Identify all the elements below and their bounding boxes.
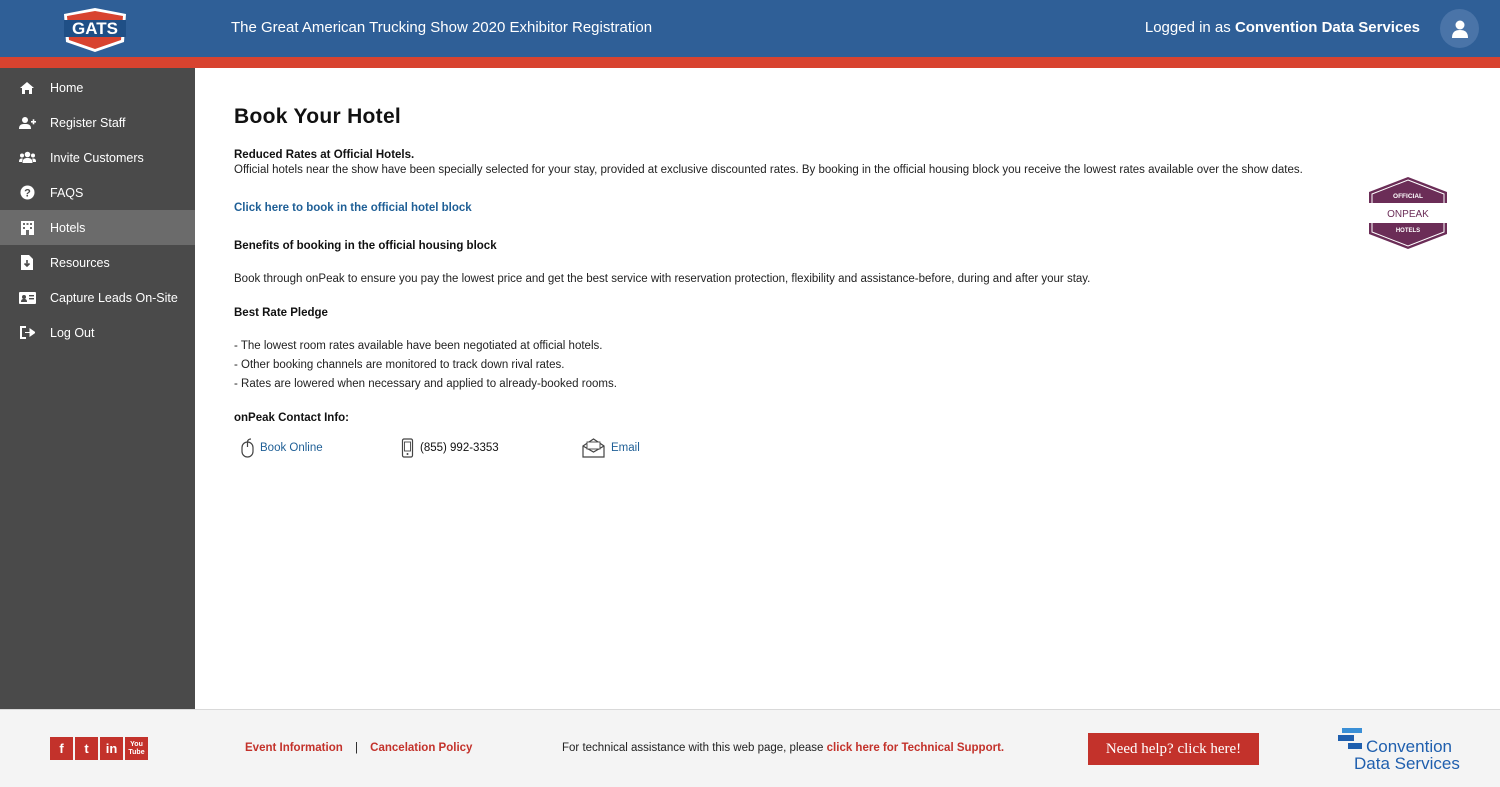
facebook-icon[interactable]: f [50,737,73,760]
page-title: Book Your Hotel [234,105,402,128]
sidebar-item-register-staff[interactable] [0,105,195,140]
sidebar-item-label: FAQS [50,185,84,200]
linkedin-icon[interactable]: in [100,737,123,760]
sidebar-item-hotels[interactable] [0,210,195,245]
accent-bar [0,57,1500,68]
add-user-icon [19,116,36,130]
sidebar-item-label: Log Out [50,325,95,340]
sidebar-item-log-out[interactable] [0,315,195,350]
need-help-button[interactable]: Need help? click here! [1088,733,1259,765]
sidebar [0,68,195,709]
badge-line2: ONPEAK [1387,209,1429,220]
pledge-item: - Other booking channels are monitored to track down rival rates. [234,359,565,371]
cds-line2: Data Services [1354,754,1460,773]
convention-data-services-logo[interactable] [1338,728,1468,772]
badge-line3: HOTELS [1395,228,1421,234]
building-icon [21,221,34,235]
cds-mark-icon [1338,728,1362,750]
sidebar-item-capture-leads[interactable] [0,280,195,315]
users-icon [19,151,36,164]
support-prefix: For technical assistance with this web page, please [562,742,824,754]
sidebar-item-label: Hotels [50,220,86,235]
contact-row [234,438,1354,458]
cds-line1: Convention [1366,737,1453,756]
login-status [1145,19,1420,36]
sidebar-item-label: Invite Customers [50,150,144,165]
user-icon [1451,19,1469,39]
sidebar-item-home[interactable] [0,70,195,105]
top-header [0,0,1500,57]
gats-logo[interactable] [58,6,132,54]
contact-phone [401,438,582,458]
id-card-icon [19,292,36,304]
email-link[interactable]: Email [611,442,640,454]
benefits-text: Book through onPeak to ensure you pay the lowest price and get the best service with reservation protection, flexibility and assistance-before, during and after your stay. [234,273,1091,285]
sidebar-item-faqs[interactable] [0,175,195,210]
footer [0,709,1500,787]
sidebar-item-label: Register Staff [50,115,126,130]
sidebar-item-resources[interactable] [0,245,195,280]
contact-email [582,438,640,458]
logo-text: GATS [72,19,118,38]
social-links [50,737,150,760]
main-content [234,105,1354,458]
mouse-icon [241,438,254,458]
phone-icon [401,438,414,458]
envelope-icon [582,438,605,458]
reduced-rates-heading: Reduced Rates at Official Hotels. [234,149,415,161]
contact-book-online [234,438,401,458]
technical-support-link[interactable]: click here for Technical Support. [826,742,1005,754]
footer-links [245,742,472,754]
pledge-item: - The lowest room rates available have been negotiated at official hotels. [234,340,603,352]
sidebar-item-label: Resources [50,255,110,270]
login-user: Convention Data Services [1234,19,1420,36]
login-prefix: Logged in as [1144,19,1231,36]
app-title: The Great American Trucking Show 2020 Exhibitor Registration [231,19,653,36]
youtube-icon[interactable]: You Tube [125,737,148,760]
download-file-icon [21,255,33,270]
book-hotel-link[interactable]: Click here to book in the official hotel block [234,202,472,214]
book-online-link[interactable]: Book Online [260,442,323,454]
twitter-icon[interactable]: t [75,737,98,760]
svg-text:?: ? [23,187,31,200]
pledge-item: - Rates are lowered when necessary and applied to already-booked rooms. [234,378,617,390]
question-icon [20,185,35,200]
contact-heading: onPeak Contact Info: [234,412,350,424]
onpeak-official-badge [1367,176,1449,250]
phone-number: (855) 992-3353 [420,442,499,454]
badge-line1: OFFICIAL [1393,193,1423,200]
sign-out-icon [20,326,35,339]
pledge-heading: Best Rate Pledge [234,307,328,319]
footer-separator: | [354,742,358,754]
benefits-heading: Benefits of booking in the official housing block [234,240,497,252]
sidebar-item-label: Home [50,80,84,95]
cancelation-policy-link[interactable]: Cancelation Policy [370,742,473,754]
sidebar-item-label: Capture Leads On-Site [50,290,178,305]
home-icon [19,81,35,95]
support-text [562,742,1004,754]
sidebar-item-invite-customers[interactable] [0,140,195,175]
reduced-rates-text: Official hotels near the show have been specially selected for your stay, provided at exclusive discounted rates. By booking in the official housing block you receive the lowest rates available over the show dates. [234,164,1303,176]
event-information-link[interactable]: Event Information [245,742,343,754]
user-avatar-button[interactable] [1440,9,1479,48]
